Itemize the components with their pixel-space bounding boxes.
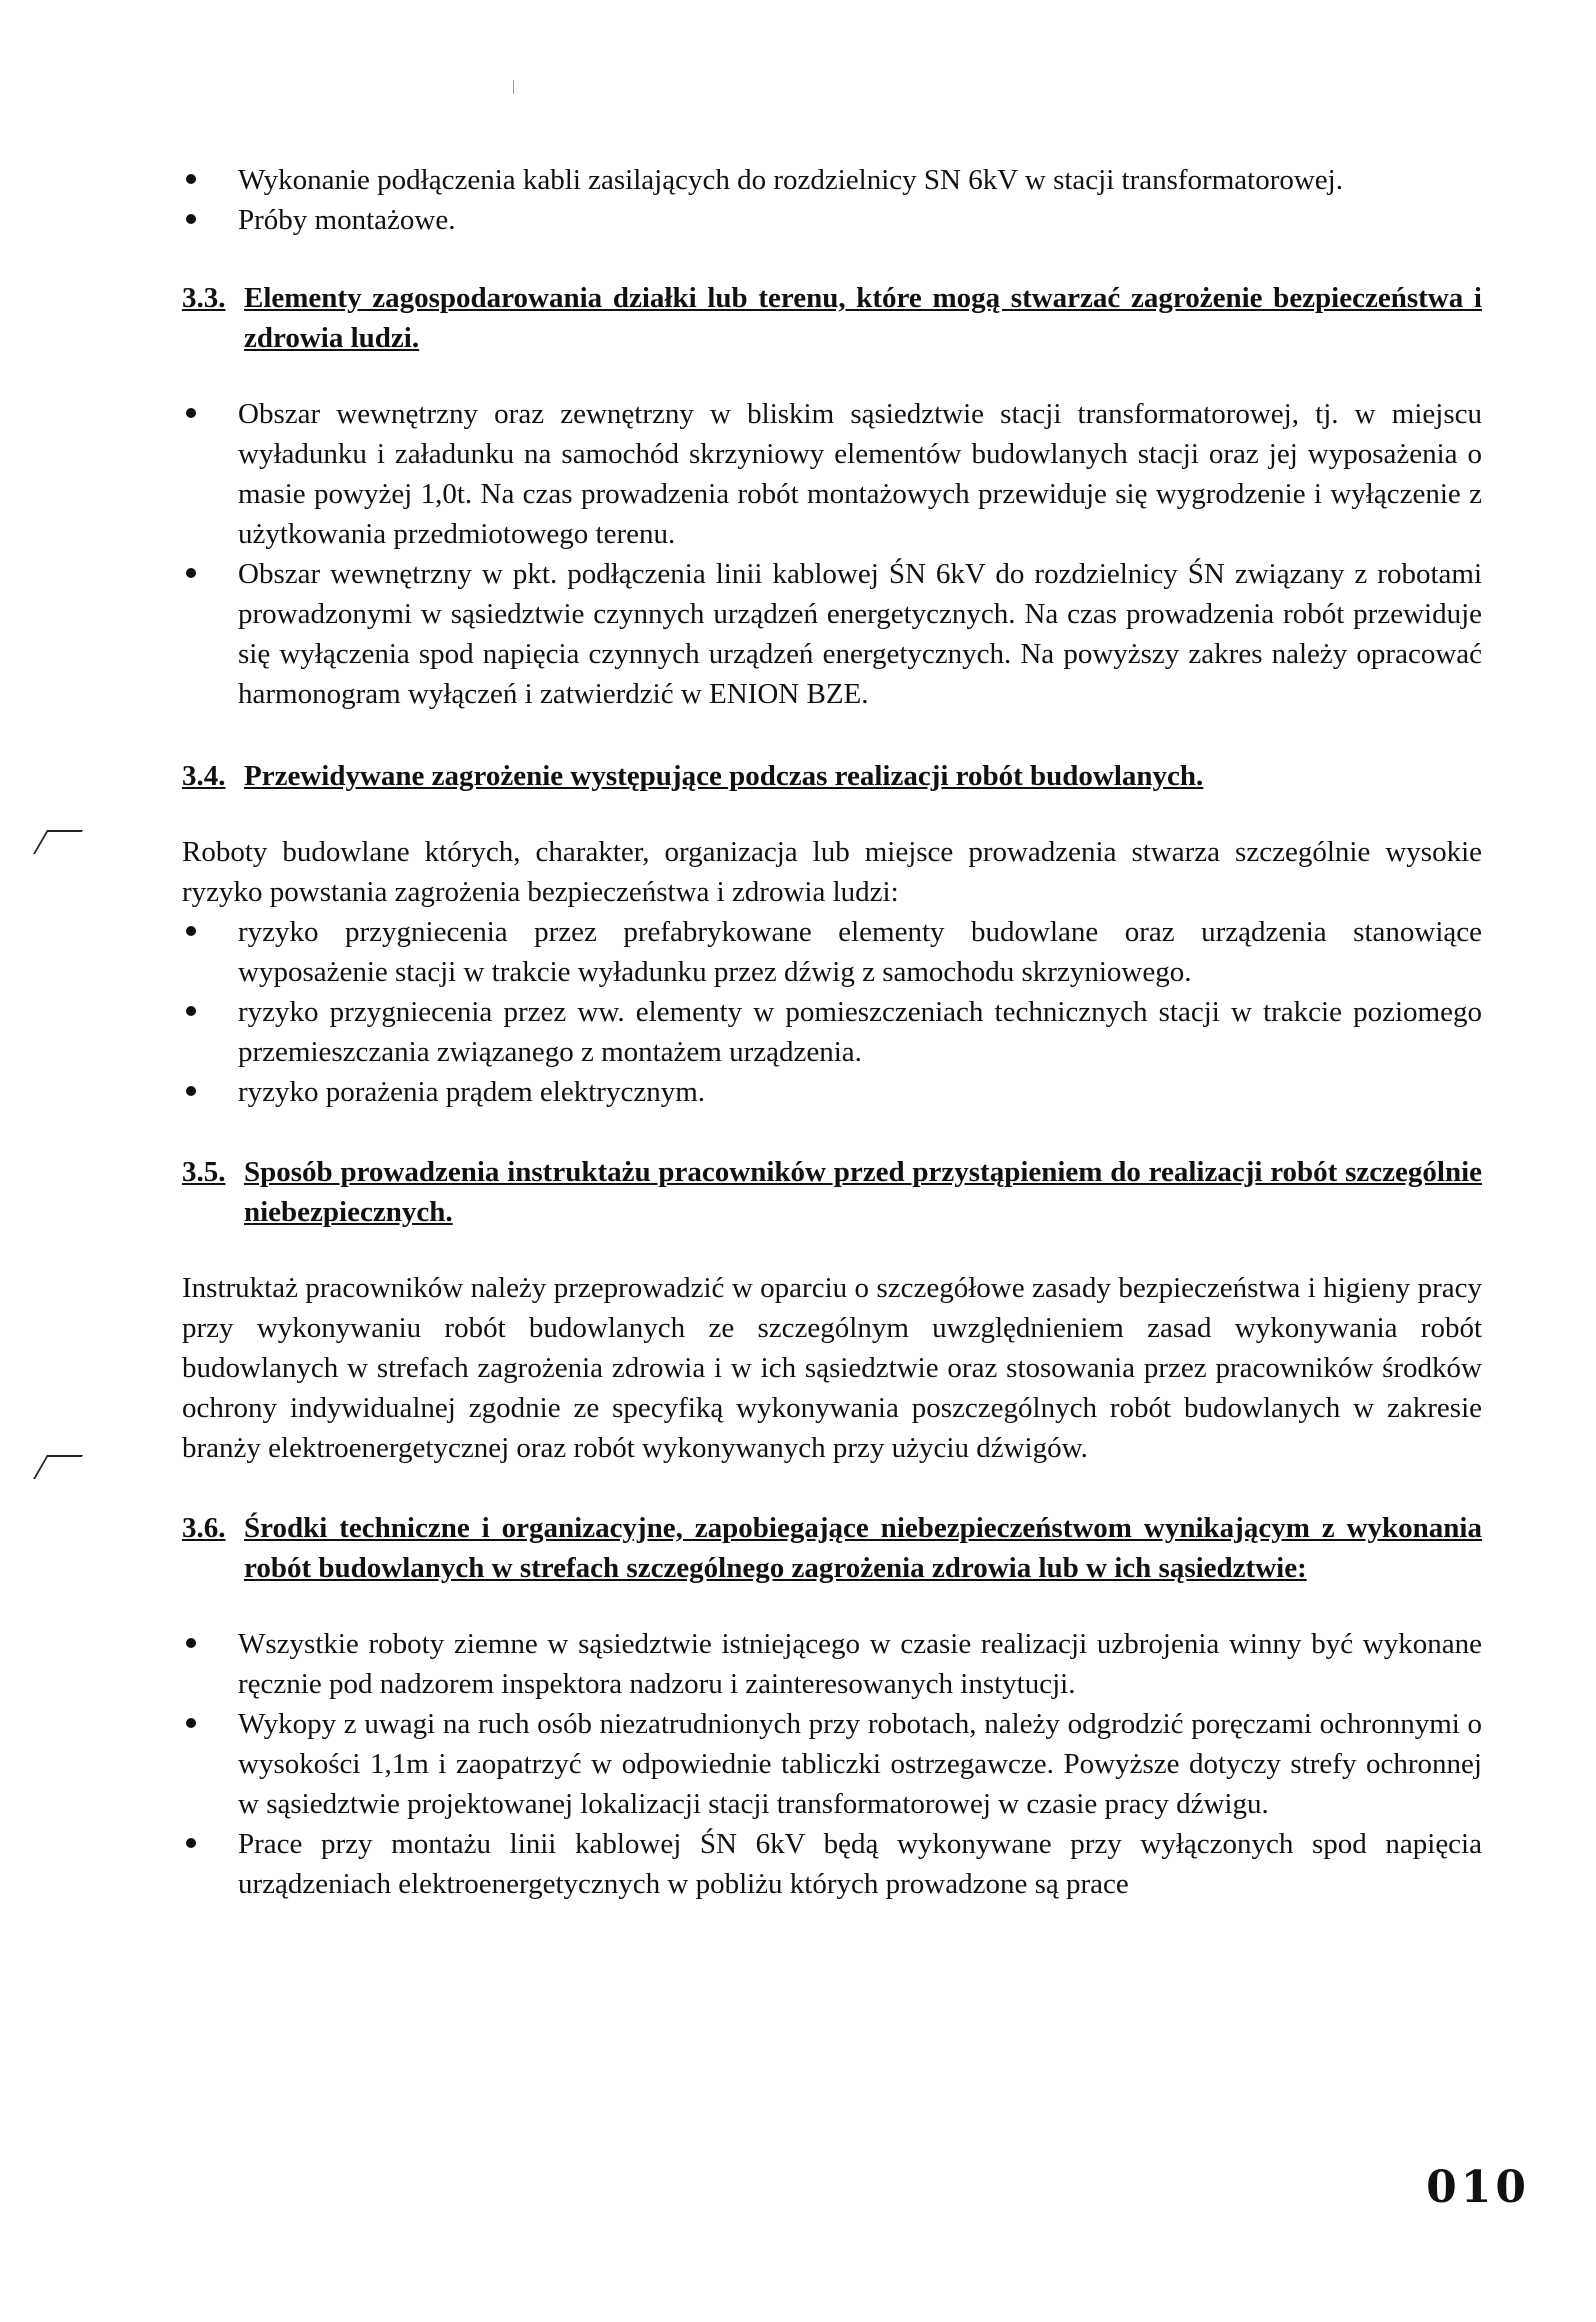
list-item: Wykopy z uwagi na ruch osób niezatrudnionych przy robotach, należy odgrodzić poręczami ochronnymi o wysokości 1,1m i zaopatrzyć w odpowiednie tabliczki ostrzegawcze. Powyższe dotyczy strefy ochronnej w sąsiedztwie projektowanej lokalizacji stacji transformatorowej w czasie pracy dźwigu.	[182, 1704, 1482, 1824]
bullet-icon	[186, 1718, 196, 1728]
section-3-6	[182, 1508, 1482, 1904]
bullet-list	[182, 912, 1482, 1112]
section-heading	[182, 1152, 1482, 1232]
section-number: 3.5.	[182, 1156, 226, 1188]
section-number: 3.4.	[182, 760, 226, 792]
section-number: 3.3.	[182, 282, 226, 314]
section-3-3	[182, 278, 1482, 714]
list-item: Prace przy montażu linii kablowej ŚN 6kV będą wykonywane przy wyłączonych spod napięcia urządzeniach elektroenergetycznych w pobliżu których prowadzone są prace	[182, 1824, 1482, 1904]
bullet-icon	[186, 1838, 196, 1848]
section-number: 3.6.	[182, 1512, 226, 1544]
section-heading	[182, 1508, 1482, 1588]
section-title: Sposób prowadzenia instruktażu pracowników przed przystąpieniem do realizacji robót szczególnie niebezpiecznych.	[244, 1156, 1482, 1228]
section-title: Przewidywane zagrożenie występujące podczas realizacji robót budowlanych.	[244, 760, 1204, 792]
margin-mark	[33, 1455, 83, 1479]
bullet-icon	[186, 408, 196, 418]
bullet-icon	[186, 214, 196, 224]
section-heading	[182, 756, 1482, 796]
top-bullet-list	[182, 160, 1482, 240]
section-title: Elementy zagospodarowania działki lub terenu, które mogą stwarzać zagrożenie bezpieczeństwa i zdrowia ludzi.	[244, 282, 1482, 354]
list-item: ryzyko przygniecenia przez ww. elementy w pomieszczeniach technicznych stacji w trakcie poziomego przemieszczania związanego z montażem urządzenia.	[182, 992, 1482, 1072]
document-body	[182, 160, 1482, 1904]
list-item: ryzyko porażenia prądem elektrycznym.	[182, 1072, 1482, 1112]
paragraph: Instruktaż pracowników należy przeprowadzić w oparciu o szczegółowe zasady bezpieczeństwa i higieny pracy przy wykonywaniu robót budowlanych ze szczególnym uwzględnieniem zasad wykonywania robót budowlanych w strefach zagrożenia zdrowia i w ich sąsiedztwie oraz stosowania przez pracowników środków ochrony indywidualnej zgodnie ze specyfiką wykonywania poszczególnych robót budowlanych w zakresie branży elektroenergetycznej oraz robót wykonywanych przy użyciu dźwigów.	[182, 1272, 1482, 1464]
page-number: 010	[1426, 2162, 1530, 2213]
list-item: ryzyko przygniecenia przez prefabrykowane elementy budowlane oraz urządzenia stanowiące wyposażenie stacji w trakcie wyładunku przez dźwig z samochodu skrzyniowego.	[182, 912, 1482, 992]
bullet-icon	[186, 1638, 196, 1648]
section-title: Środki techniczne i organizacyjne, zapobiegające niebezpieczeństwom wynikającym z wykonania robót budowlanych w strefach szczególnego zagrożenia zdrowia lub w ich sąsiedztwie:	[244, 1512, 1482, 1584]
section-3-4	[182, 756, 1482, 1112]
list-item: Wykonanie podłączenia kabli zasilających do rozdzielnicy SN 6kV w stacji transformatorowej.	[182, 160, 1482, 200]
section-3-5	[182, 1152, 1482, 1468]
list-item: Obszar wewnętrzny w pkt. podłączenia linii kablowej ŚN 6kV do rozdzielnicy ŚN związany z robotami prowadzonymi w sąsiedztwie czynnych urządzeń energetycznych. Na czas prowadzenia robót przewiduje się wyłączenia spod napięcia czynnych urządzeń energetycznych. Na powyższy zakres należy opracować harmonogram wyłączeń i zatwierdzić w ENION BZE.	[182, 554, 1482, 714]
list-item: Próby montażowe.	[182, 200, 1482, 240]
section-heading	[182, 278, 1482, 358]
bullet-icon	[186, 174, 196, 184]
bullet-icon	[186, 568, 196, 578]
paragraph: Roboty budowlane których, charakter, organizacja lub miejsce prowadzenia stwarza szczególnie wysokie ryzyko powstania zagrożenia bezpieczeństwa i zdrowia ludzi:	[182, 836, 1482, 908]
bullet-icon	[186, 1006, 196, 1016]
bullet-icon	[186, 1086, 196, 1096]
margin-mark	[33, 830, 83, 854]
bullet-list	[182, 394, 1482, 714]
list-item: Wszystkie roboty ziemne w sąsiedztwie istniejącego w czasie realizacji uzbrojenia winny być wykonane ręcznie pod nadzorem inspektora nadzoru i zainteresowanych instytucji.	[182, 1624, 1482, 1704]
scan-mark	[513, 80, 514, 94]
list-item: Obszar wewnętrzny oraz zewnętrzny w bliskim sąsiedztwie stacji transformatorowej, tj. w miejscu wyładunku i załadunku na samochód skrzyniowy elementów budowlanych stacji oraz jej wyposażenia o masie powyżej 1,0t. Na czas prowadzenia robót montażowych przewiduje się wygrodzenie i wyłączenie z użytkowania przedmiotowego terenu.	[182, 394, 1482, 554]
bullet-icon	[186, 926, 196, 936]
bullet-list	[182, 1624, 1482, 1904]
